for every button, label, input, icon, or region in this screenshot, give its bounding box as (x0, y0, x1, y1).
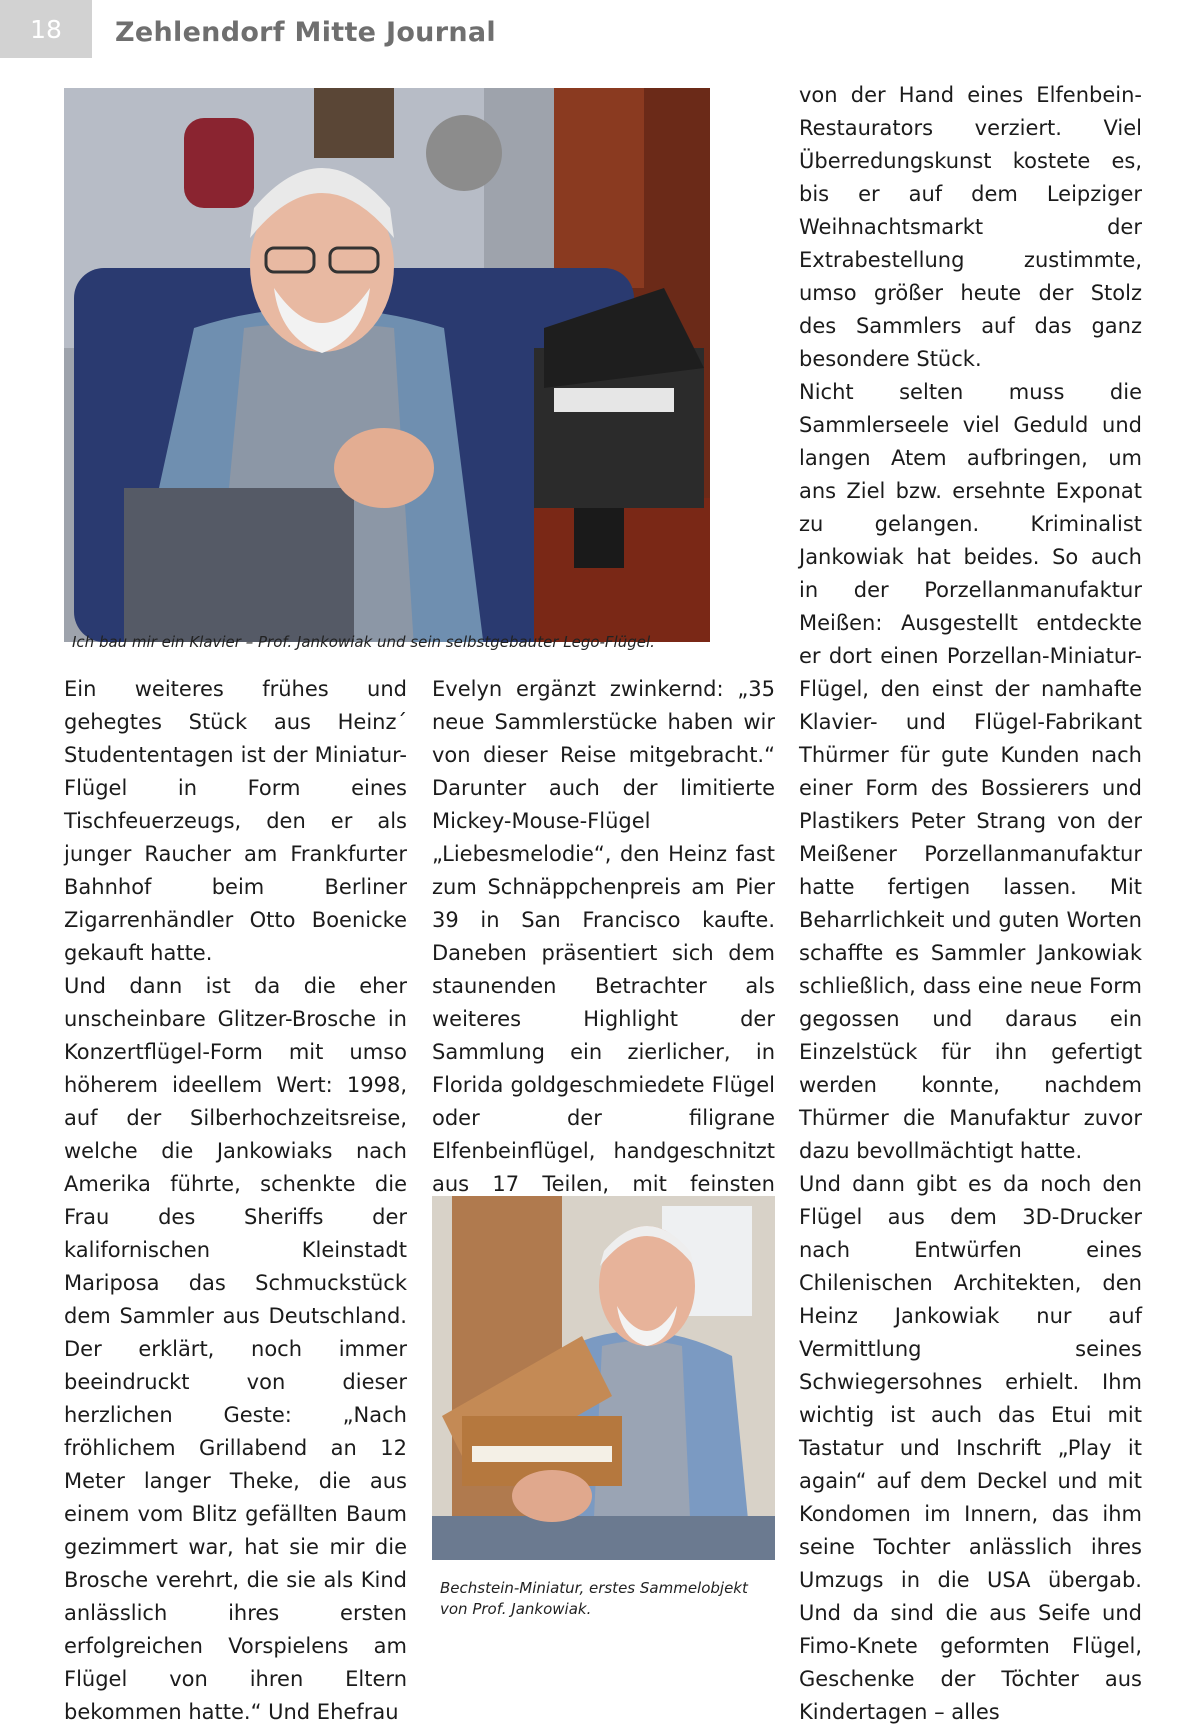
page-number (0, 0, 92, 58)
journal-title: Zehlendorf Mitte Journal (115, 17, 496, 48)
column-1-paragraph-2: Und dann ist da die eher unscheinbare Glitzer-Brosche in Konzertflügel-Form mit umso höherem ideellem Wert: 1998, auf der Silberhochzeitsreise, welche die Jankowiaks nach Amerika führte, schenkte die Frau des Sheriffs der kalifornischen Kleinstadt Mariposa das Schmuckstück dem Sammler aus Deutschland. Der erklärt, noch immer beeindruckt von dieser herzlichen Geste: „Nach fröhlichem Grillabend an 12 Meter langer Theke, die aus einem vom Blitz gefällten Baum gezimmert war, hat sie mir die Brosche verehrt, die sie als Kind anlässlich ihres ersten erfolgreichen Vorspielens am Flügel von ihren Eltern bekommen hatte.“ Und Ehefrau (64, 974, 407, 1724)
page-number-text: 18 (30, 14, 62, 44)
article-column-1 (64, 673, 407, 1729)
column-3-paragraph-3: Und dann gibt es da noch den Flügel aus dem 3D-Drucker nach Entwürfen eines Chilenischen Architekten, den Heinz Jankowiak nur auf Vermittlung seines Schwiegersohnes erhielt. Ihm wichtig ist auch das Etui mit Tastatur und Inschrift „Play it again“ auf dem Deckel und mit Kondomen im Innern, das ihm seine Tochter anlässlich ihres Umzugs in die USA übergab. Und da sind die aus Seife und Fimo-Knete geformten Flügel, Geschenke der Töchter aus Kindertagen – alles (799, 1172, 1142, 1724)
article-column-2 (432, 673, 775, 1234)
caption-bechstein-line-1: Bechstein-Miniatur, erstes Sammelobjekt (440, 1579, 748, 1597)
photo-bechstein-illustration (432, 1196, 775, 1560)
column-3-paragraph-2: Nicht selten muss die Sammlerseele viel Geduld und langen Atem aufbringen, um ans Ziel bzw. ersehnte Exponat zu gelangen. Kriminalist Jankowiak hat beides. So auch in der Porzellanmanufaktur Meißen: Ausgestellt entdeckte er dort einen Porzellan-Miniatur-Flügel, den einst der namhafte Klavier- und Flügel-Fabrikant Thürmer für gute Kunden nach einer Form des Bossierers und Plastikers Peter Strang von der Meißener Porzellanmanufaktur hatte fertigen lassen. Mit Beharrlichkeit und guten Worten schaffte es Sammler Jankowiak schließlich, dass eine neue Form gegossen und daraus ein Einzelstück für ihn gefertigt werden konnte, nachdem Thürmer die Manufaktur zuvor dazu bevollmächtigt hatte. (799, 380, 1142, 1163)
photo-lego-piano (64, 88, 710, 642)
article-column-3 (799, 79, 1142, 1729)
column-2-paragraph-1: Evelyn ergänzt zwinkernd: „35 neue Sammlerstücke haben wir von dieser Reise mitgebracht.“ Darunter auch der limitierte Mickey-Mouse-Flügel „Liebesmelodie“, den Heinz fast zum Schnäppchenpreis am Pier 39 in San Francisco kaufte. Daneben präsentiert sich dem staunenden Betrachter als weiteres Highlight der Sammlung ein zierlicher, in Florida goldgeschmiedete Flügel oder der filigrane Elfenbeinflügel, handgeschnitzt aus 17 Teilen, mit feinsten (432, 677, 775, 1196)
caption-bechstein (440, 1578, 780, 1620)
column-3-paragraph-1: von der Hand eines Elfenbein-Restaurators verziert. Viel Überredungskunst kostete es, bis er auf dem Leipziger Weihnachtsmarkt der Extrabestellung zustimmte, umso größer heute der Stolz des Sammlers auf das ganz besondere Stück. (799, 83, 1142, 371)
column-1-paragraph-1: Ein weiteres frühes und gehegtes Stück aus Heinz´ Studententagen ist der Miniatur-Flügel in Form eines Tischfeuerzeugs, den er als junger Raucher am Frankfurter Bahnhof beim Berliner Zigarrenhändler Otto Boenicke gekauft hatte. (64, 677, 407, 965)
photo-lego-piano-illustration (64, 88, 710, 642)
caption-bechstein-line-2: von Prof. Jankowiak. (440, 1600, 592, 1618)
photo-bechstein-miniature (432, 1196, 775, 1560)
caption-lego-piano: Ich bau mir ein Klavier – Prof. Jankowiak und sein selbstgebauter Lego-Flügel. (72, 633, 655, 651)
